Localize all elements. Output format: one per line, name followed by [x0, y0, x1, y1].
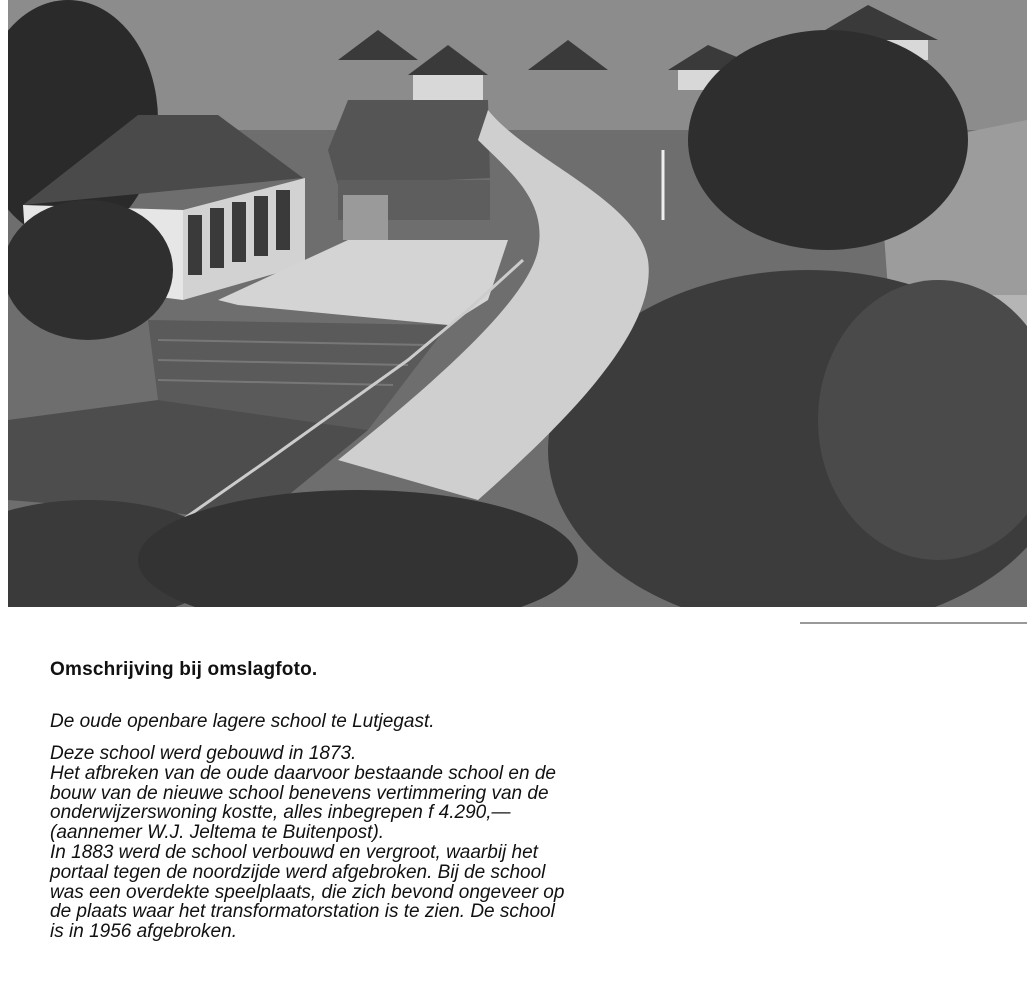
cover-photo-illustration [8, 0, 1027, 607]
caption-line: Deze school werd gebouwd in 1873. [50, 743, 357, 764]
caption-subtitle: De oude openbare lagere school te Lutjegast. [50, 711, 435, 732]
caption-title: Omschrijving bij omslagfoto. [50, 659, 318, 680]
caption-line: is in 1956 afgebroken. [50, 921, 237, 943]
caption-line: bouw van de nieuwe school benevens vertimmering van de [50, 782, 549, 804]
caption-line: Het afbreken van de oude daarvoor bestaande school en de [50, 762, 556, 784]
caption-line: portaal tegen de noordzijde werd afgebroken. Bij de school [50, 861, 546, 883]
caption-body [50, 744, 750, 942]
caption-line: de plaats waar het transformatorstation is te zien. De school [50, 901, 555, 923]
caption-line: In 1883 werd de school verbouwd en vergroot, waarbij het [50, 841, 538, 863]
divider-line [800, 622, 1027, 624]
caption-line: was een overdekte speelplaats, die zich bevond ongeveer op [50, 881, 565, 903]
caption-line: onderwijzerswoning kostte, alles inbegrepen f 4.290,— [50, 802, 511, 824]
caption-line: (aannemer W.J. Jeltema te Buitenpost). [50, 822, 385, 844]
cover-photo [8, 0, 1027, 607]
